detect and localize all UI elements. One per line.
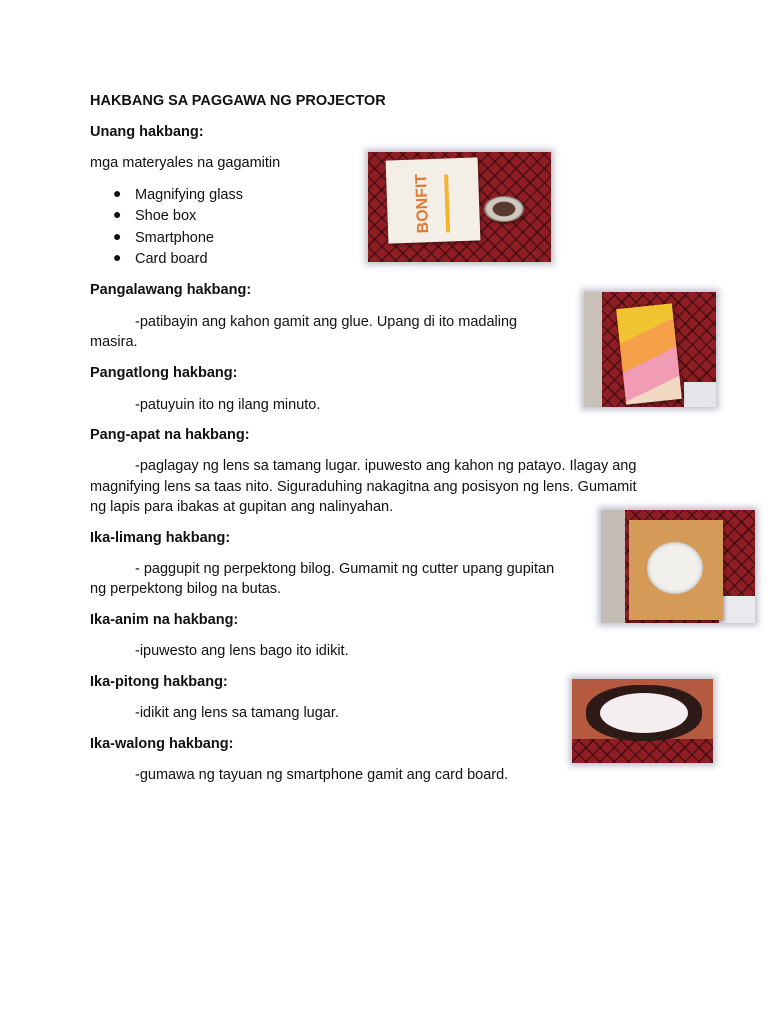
circular-hole [647, 542, 703, 594]
step-2-heading: Pangalawang hakbang: [90, 282, 252, 298]
decorated-box [616, 303, 682, 404]
step-6-text: -ipuwesto ang lens bago ito idikit. [135, 643, 349, 659]
box-glued-photo [584, 292, 716, 407]
step-5-text: ng perpektong bilog na butas. [90, 581, 282, 597]
bullet-icon: ● [113, 249, 122, 265]
box-brand-logo-horizontal: BONFIT [413, 173, 433, 234]
step-7-heading: Ika-pitong hakbang: [90, 674, 228, 690]
materials-photo [368, 152, 551, 262]
step-4-heading: Pang-apat na hakbang: [90, 427, 250, 443]
lens [600, 693, 688, 733]
magnifying-glass [484, 196, 524, 222]
step-1-heading: Unang hakbang: [90, 124, 204, 140]
step-2-text: -patibayin ang kahon gamit ang glue. Upang di ito madaling [135, 314, 518, 330]
bullet-icon: ● [113, 185, 122, 201]
step-8-heading: Ika-walong hakbang: [90, 736, 234, 752]
box-face [629, 520, 723, 620]
materials-intro: mga materyales na gagamitin [90, 155, 281, 171]
step-7-text: -idikit ang lens sa tamang lugar. [135, 705, 339, 721]
step-4-text: ng lapis para ibakas at gupitan ang nalinyahan. [90, 499, 394, 515]
lens-photo [572, 679, 713, 763]
step-8-text: -gumawa ng tayuan ng smartphone gamit ang card board. [135, 767, 509, 783]
shoe-box [386, 157, 481, 243]
bullet-icon: ● [113, 228, 122, 244]
page-title: HAKBANG SA PAGGAWA NG PROJECTOR [90, 93, 386, 109]
step-5-heading: Ika-limang hakbang: [90, 530, 231, 546]
step-3-heading: Pangatlong hakbang: [90, 365, 238, 381]
step-3-text: -patuyuin ito ng ilang minuto. [135, 397, 321, 413]
step-2-text: masira. [90, 334, 138, 350]
step-4-text: -paglagay ng lens sa tamang lugar. ipuwesto ang kahon ng patayo. Ilagay ang [135, 458, 637, 474]
box-hole-photo [601, 510, 755, 623]
step-4-text: magnifying lens sa taas nito. Siguraduhing nakagitna ang posisyon ng lens. Gumamit [90, 479, 637, 495]
lens-frame [586, 685, 702, 741]
step-6-heading: Ika-anim na hakbang: [90, 612, 239, 628]
bullet-icon: ● [113, 206, 122, 222]
step-5-text: - paggupit ng perpektong bilog. Gumamit ng cutter upang gupitan [135, 561, 555, 577]
